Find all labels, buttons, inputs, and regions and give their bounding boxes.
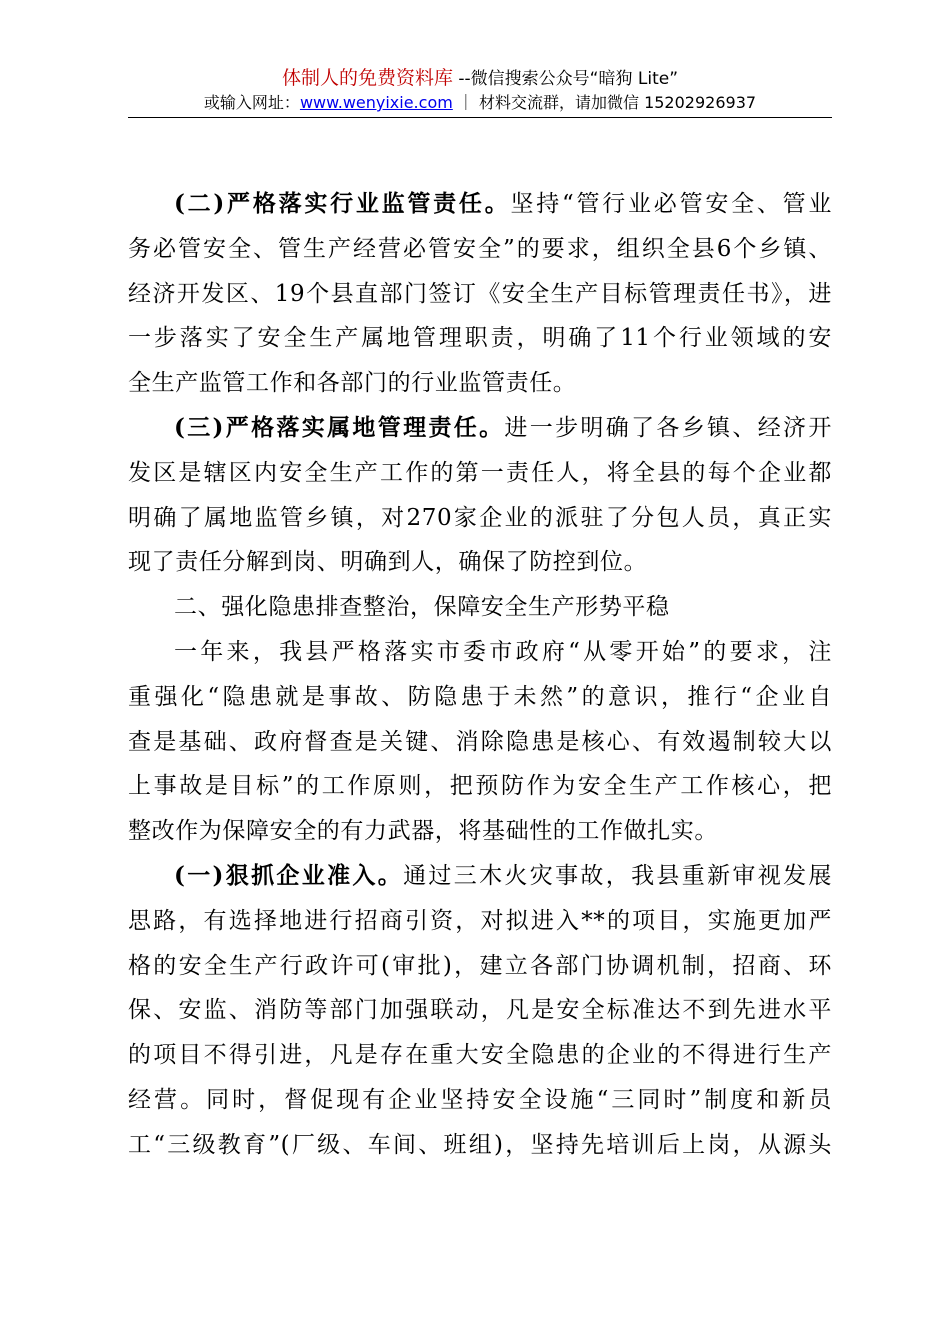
text-line: (二)严格落实行业监管责任。坚持“管行业必管安全、管业 [174,190,832,217]
text-line: 整改作为保障安全的有力武器，将基础性的工作做扎实。 [128,818,718,845]
header-contact-line [128,92,832,114]
paragraph-territorial-management [128,406,832,585]
header-site-label: 或输入网址： [203,93,300,112]
text-line: 经营。同时，督促现有企业坚持安全设施“三同时”制度和新员 [128,1086,832,1113]
header-contact: ｜ 材料交流群，请加微信 15202926937 [452,93,757,112]
text-line: 的项目不得引进，凡是存在重大安全隐患的企业的不得进行生产 [128,1042,832,1069]
text-line: 保、安监、消防等部门加强联动，凡是安全标准达不到先进水平 [128,997,832,1024]
paragraph-hazard-overview [128,630,832,854]
header-brand: 体制人的免费资料库 [281,67,453,89]
text-line: 重强化“隐患就是事故、防隐患于未然”的意识，推行“企业自 [128,683,832,710]
text-line: 一年来，我县严格落实市委市政府“从零开始”的要求，注 [174,638,832,665]
text-line: (一)狠抓企业准入。通过三木火灾事故，我县重新审视发展 [174,861,833,889]
text-line: 明确了属地监管乡镇，对270家企业的派驻了分包人员，真正实 [128,504,832,531]
header-site-link[interactable]: www.wenyixie.com [299,93,453,112]
header-promo: --微信搜索公众号“暗狗 Lite” [453,69,679,89]
text-line: 查是基础、政府督查是关键、消除隐患是核心、有效遏制较大以 [128,728,832,755]
text-line: 务必管安全、管生产经营必管安全”的要求，组织全县6个乡镇、 [128,235,832,262]
paragraph-industry-supervision [128,182,832,406]
paragraph-heading: (一)狠抓企业准入。 [174,861,404,889]
text-line: 工“三级教育”(厂级、车间、班组)，坚持先培训后上岗，从源头 [128,1131,832,1158]
section-title: 二、强化隐患排查整治，保障安全生产形势平稳 [174,594,670,621]
text-line: 上事故是目标”的工作原则，把预防作为安全生产工作核心，把 [128,773,832,800]
header-divider [128,117,832,118]
text-line: 全生产监管工作和各部门的行业监管责任。 [128,370,577,397]
text-line: 现了责任分解到岗、明确到人，确保了防控到位。 [128,549,648,576]
document-body [128,182,832,1168]
paragraph-heading: (二)严格落实行业监管责任。 [174,190,511,217]
paragraph-heading: (三)严格落实属地管理责任。 [174,413,505,441]
header-promo-line [128,66,832,91]
text-line: 一步落实了安全生产属地管理职责，明确了11个行业领域的安 [128,325,832,352]
text-line: 发区是辖区内安全生产工作的第一责任人，将全县的每个企业都 [128,459,832,486]
text-line: 格的安全生产行政许可(审批)，建立各部门协调机制，招商、环 [128,952,832,979]
paragraph-enterprise-access [128,854,832,1168]
text-line: 经济开发区、19个县直部门签订《安全生产目标管理责任书》，进 [128,280,832,307]
text-line: (三)严格落实属地管理责任。进一步明确了各乡镇、经济开 [174,413,832,441]
text-line: 思路，有选择地进行招商引资，对拟进入**的项目，实施更加严 [128,907,832,934]
page-header [128,66,832,114]
